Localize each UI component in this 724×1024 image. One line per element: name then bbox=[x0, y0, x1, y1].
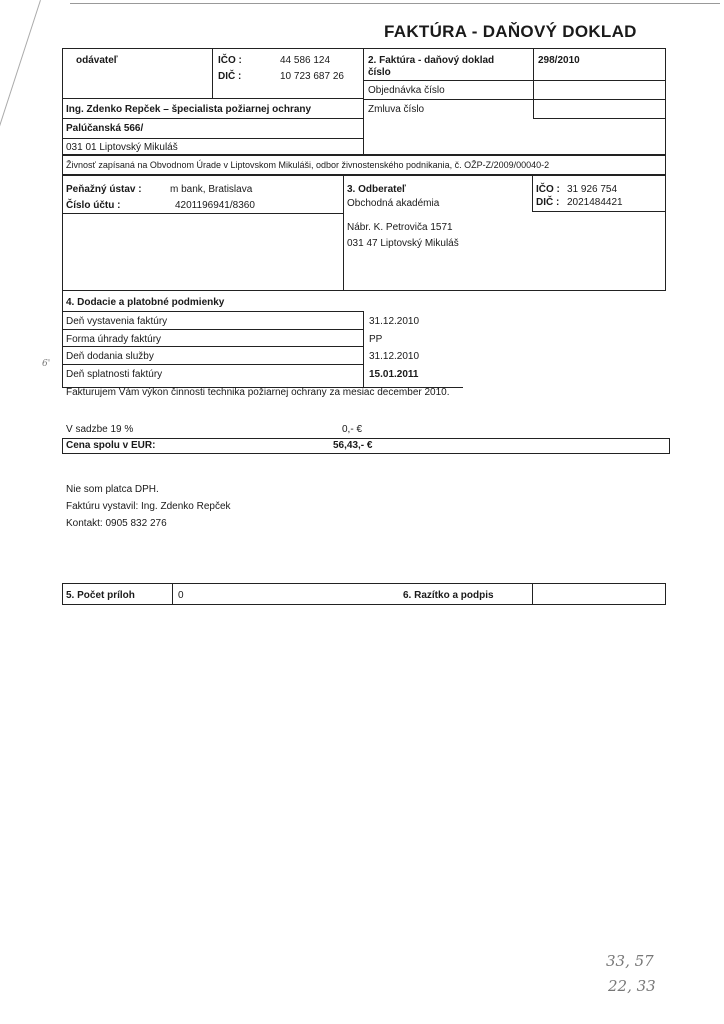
divider-contract bbox=[363, 99, 666, 100]
contract-number-label: Zmluva číslo bbox=[368, 104, 425, 115]
trade-register-text: Živnosť zapísaná na Obvodnom Úrade v Liptovskom Mikuláši, odbor živnostenského podnikania, č. OŽP-Z/2009/00040-2 bbox=[66, 160, 550, 170]
order-number-label: Objednávka číslo bbox=[368, 85, 445, 96]
customer-name: Obchodná akadémia bbox=[347, 198, 440, 209]
handwritten-margin-mark: 6' bbox=[42, 359, 51, 369]
invoice-description: Fakturujem Vám výkon činnosti technika požiarnej ochrany za mesiac december 2010. bbox=[66, 387, 450, 398]
customer-city: 031 47 Liptovský Mikuláš bbox=[347, 238, 459, 249]
customer-ico-label: IČO : bbox=[536, 184, 560, 195]
terms-row-divider-1 bbox=[62, 329, 363, 330]
supplier-city: 031 01 Liptovský Mikuláš bbox=[66, 142, 178, 153]
divider-contract-end bbox=[533, 118, 666, 119]
terms-heading-bottom bbox=[62, 311, 363, 312]
footer-divider-attachments bbox=[172, 583, 173, 605]
document-title: FAKTÚRA - DAŇOVÝ DOKLAD bbox=[384, 22, 637, 41]
due-date-label: Deň splatnosti faktúry bbox=[66, 369, 163, 380]
divider-invoice-number bbox=[533, 48, 534, 118]
account-label: Číslo účtu : bbox=[66, 200, 121, 211]
supplier-dic-value: 10 723 687 26 bbox=[280, 71, 344, 82]
terms-heading: 4. Dodacie a platobné podmienky bbox=[66, 297, 225, 308]
invoice-number-label: 2. Faktúra - daňový doklad bbox=[368, 55, 495, 66]
issued-by: Faktúru vystavil: Ing. Zdenko Repček bbox=[66, 501, 231, 512]
bank-label: Peňažný ústav : bbox=[66, 184, 142, 195]
vat-note: Nie som platca DPH. bbox=[66, 484, 159, 495]
divider-customer-ids-bottom bbox=[532, 211, 666, 212]
tax-rate-value: 0,- € bbox=[342, 424, 363, 435]
divider-order bbox=[363, 80, 666, 81]
supplier-street: Palúčanská 566/ bbox=[66, 123, 144, 134]
terms-left-border bbox=[62, 291, 63, 387]
terms-row-divider-2 bbox=[62, 346, 363, 347]
payment-form-label: Forma úhrady faktúry bbox=[66, 334, 162, 345]
customer-dic-value: 2021484421 bbox=[567, 197, 623, 208]
invoice-number-label-2: číslo bbox=[368, 67, 391, 78]
delivery-date-label: Deň dodania služby bbox=[66, 351, 154, 362]
scan-artifact-top-line bbox=[70, 3, 720, 4]
customer-street: Nábr. K. Petroviča 1571 bbox=[347, 222, 453, 233]
divider-supplier-street bbox=[62, 118, 363, 119]
terms-row-divider-3 bbox=[62, 364, 363, 365]
handwritten-note-2: 22, 33 bbox=[608, 977, 656, 995]
customer-label: 3. Odberateľ bbox=[347, 184, 406, 195]
divider-bank-details bbox=[62, 213, 343, 214]
divider-supplier-name bbox=[62, 98, 363, 99]
supplier-name: Ing. Zdenko Repček – špecialista požiarnej ochrany bbox=[66, 104, 312, 115]
divider-supplier-ico bbox=[212, 48, 213, 98]
bank-value: m bank, Bratislava bbox=[170, 184, 253, 195]
supplier-ico-label: IČO : bbox=[218, 55, 242, 66]
supplier-ico-value: 44 586 124 bbox=[280, 55, 331, 66]
supplier-dic-label: DIČ : bbox=[218, 71, 242, 82]
total-value: 56,43,- € bbox=[333, 440, 373, 451]
supplier-label: odávateľ bbox=[76, 55, 118, 66]
invoice-number-value: 298/2010 bbox=[538, 55, 580, 66]
footer-row bbox=[62, 583, 666, 605]
handwritten-note-1: 33, 57 bbox=[606, 952, 654, 970]
attachments-value: 0 bbox=[178, 590, 184, 601]
customer-ico-value: 31 926 754 bbox=[567, 184, 618, 195]
issue-date-label: Deň vystavenia faktúry bbox=[66, 316, 168, 327]
divider-customer-ids bbox=[532, 175, 533, 211]
divider-supplier-invoice bbox=[363, 48, 364, 155]
divider-bank-customer bbox=[343, 175, 344, 291]
contact: Kontakt: 0905 832 276 bbox=[66, 518, 167, 529]
total-label: Cena spolu v EUR: bbox=[66, 440, 156, 451]
footer-divider-stamp bbox=[532, 583, 533, 605]
payment-form-value: PP bbox=[369, 334, 383, 345]
due-date-value: 15.01.2011 bbox=[369, 369, 419, 380]
issue-date-value: 31.12.2010 bbox=[369, 316, 420, 327]
divider-supplier-city bbox=[62, 138, 363, 139]
delivery-date-value: 31.12.2010 bbox=[369, 351, 420, 362]
customer-dic-label: DIČ : bbox=[536, 197, 560, 208]
attachments-label: 5. Počet príloh bbox=[66, 590, 135, 601]
tax-rate-label: V sadzbe 19 % bbox=[66, 424, 134, 435]
account-value: 4201196941/8360 bbox=[175, 200, 255, 211]
scan-artifact-diagonal bbox=[0, 0, 41, 229]
stamp-label: 6. Razítko a podpis bbox=[403, 590, 494, 601]
terms-middle-border bbox=[363, 311, 364, 387]
